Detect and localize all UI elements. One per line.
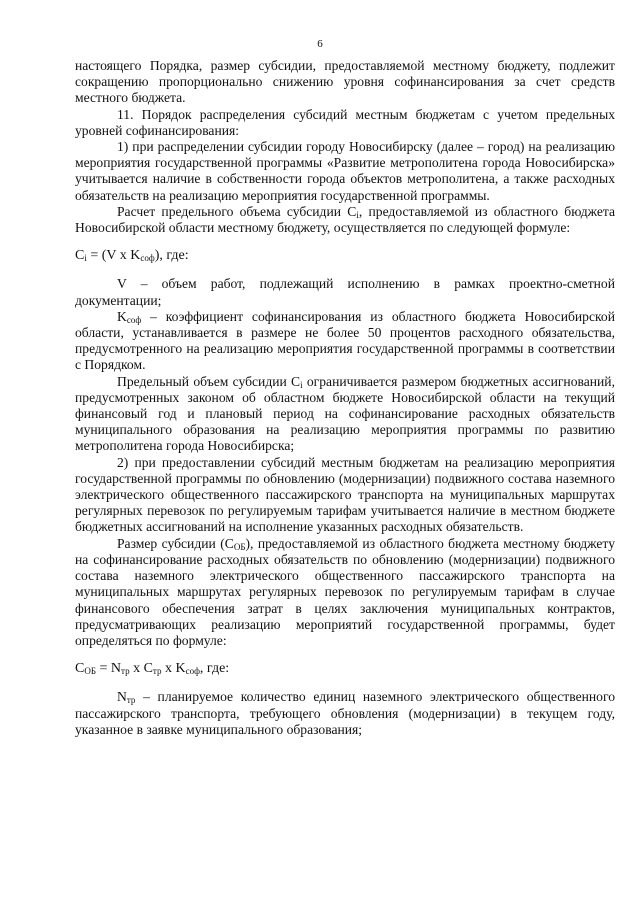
page-number: 6 xyxy=(317,38,323,50)
paragraph-11-2: 2) при предоставлении субсидий местным бюджетам на реализацию мероприятия государственной программы по обновлению (модернизации) подвижного состава наземного электрического общественного пассажирского транспорта на муниципальных маршрутах регулярных перевозок по регулируемым тарифам учитывается наличие в местном бюджете бюджетных ассигнований на исполнение указанных расходных обязательств. xyxy=(75,454,615,535)
paragraph-11-1: 1) при распределении субсидии городу Новосибирску (далее – город) на реализацию мероприятия государственной программы «Развитие метрополитена города Новосибирска» учитывается наличие в собственности города объектов метрополитена, а также расходных обязательств на реализацию мероприятия государственной программы. xyxy=(75,139,615,203)
paragraph-limit: Предельный объем субсидии $C_i$ ограничивается размером бюджетных ассигнований, предусмотренных законом об областном бюджете Новосибирской области на текущий финансовый год и плановый период на софинансирование расходных обязательств муниципального образования на реализацию мероприятия программы по развитию метрополитена города Новосибирска; xyxy=(75,373,615,454)
document-body xyxy=(75,58,615,738)
paragraph-1: настоящего Порядка, размер субсидии, предоставляемой местному бюджету, подлежит сокращению пропорционально снижению уровня софинансирования за счет средств местного бюджета. xyxy=(75,58,615,106)
paragraph-11: 11. Порядок распределения субсидий местным бюджетам с учетом предельных уровней софинансирования: xyxy=(75,106,615,138)
paragraph-subsidy-calc: Расчет предельного объема субсидии $C_i$, предоставляемой из областного бюджета Новосибирской области местному бюджету, осуществляется по следующей формуле: xyxy=(75,203,615,236)
formula-ci: $C_i = (V$ x $K_{соф}$), где: xyxy=(75,248,189,264)
formula-sob: $С_{ОБ} = N_{тр}$ x $С_{тр}$ x $K_{соф}$, где: xyxy=(75,661,230,677)
definition-ntr: $N_{тр}$ – планируемое количество единиц наземного электрического общественного пассажирского транспорта, требующего обновления (модернизации) в текущем году, указанное в заявке муниципального образования; xyxy=(75,689,615,737)
definition-v: V – объем работ, подлежащий исполнению в рамках проектно-сметной документации; xyxy=(75,276,615,308)
paragraph-subsidy-size: Размер субсидии $(С_{ОБ})$, предоставляемой из областного бюджета местному бюджету на софинансирование расходных обязательств по обновлению (модернизации) подвижного состава наземного электрического общественного пассажирского транспорта на муниципальных маршрутах регулярных перевозок по регулируемым тарифам в случае финансового обеспечения затрат в целях заключения муниципальных контрактов, предусматривающих реализацию мероприятий государственной программы, будет определяться по формуле: xyxy=(75,535,615,648)
definition-ksof: $K_{соф}$ – коэффициент софинансирования из областного бюджета Новосибирской области, устанавливается в размере не более 50 процентов расходного обязательства, предусмотренного на реализацию мероприятия государственной программы в соответствии с Порядком. xyxy=(75,308,615,373)
